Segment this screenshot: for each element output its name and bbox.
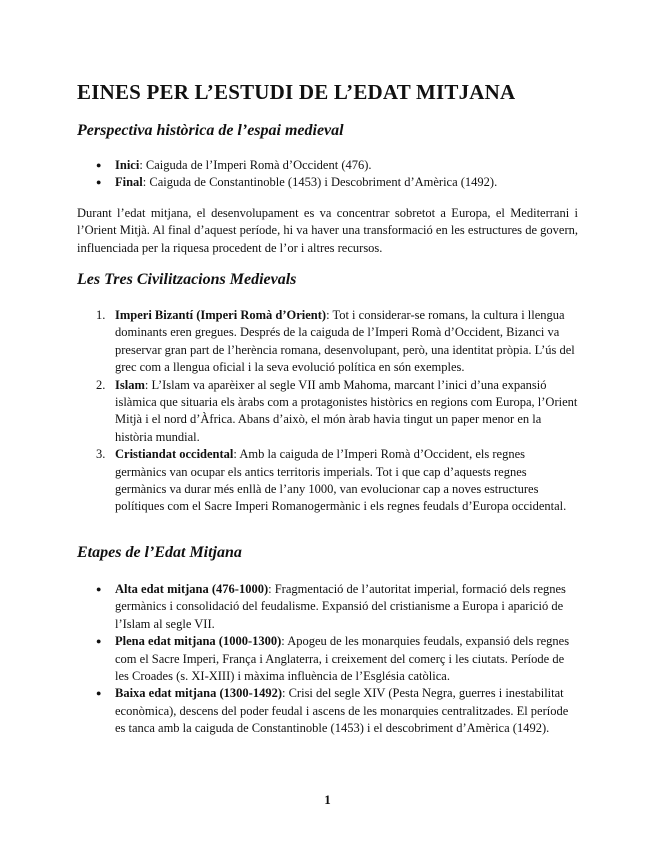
list-item (77, 633, 578, 685)
item-text: : Crisi del segle XIV (Pesta Negra, guerres i inestabilitat econòmica), descens del poder feudal i ascens de les monarquies centralitzades. El període es tanca amb la caiguda de Constantinoble (1453) i el descobriment d’Amèrica (1492). (115, 686, 569, 736)
item-text: : Amb la caiguda de l’Imperi Romà d’Occident, els regnes germànics van ocupar els antics territoris imperials. Tot i que cap d’aquests regnes germànics va durar més enllà de l’any 1000, van evolucionar cap a noves estructures polítiques com el Sacre Imperi Romanogermànic i els regnes feudals d’Europa occidental. (115, 447, 567, 514)
item-text: : Caiguda de l’Imperi Romà d’Occident (476). (139, 158, 372, 172)
page-number: 1 (324, 792, 331, 807)
civilizations-numbered-list (77, 307, 578, 516)
item-number: 1. (96, 308, 106, 322)
item-term: Imperi Bizantí (Imperi Romà d’Orient) (115, 308, 327, 322)
item-text: : Tot i considerar-se romans, la cultura i llengua dominants eren gregues. Després de la caiguda de l’Imperi Romà d’Occident, Bizanci va preservar gran part de l’herència romana, desenvolupant, però, una identitat pròpia. L’ús del grec com a llengua oficial i la seva evolució política en són exemples. (115, 308, 575, 375)
item-number: 3. (96, 447, 106, 462)
item-term: Final (115, 175, 143, 190)
list-item (77, 446, 578, 516)
section-heading-civilizations: Les Tres Civilitzacions Medievals (77, 271, 297, 288)
list-item (77, 581, 578, 633)
list-item (77, 157, 578, 174)
page-title: EINES PER L’ESTUDI DE L’EDAT MITJANA (77, 80, 516, 104)
list-item (77, 307, 578, 377)
item-text: : Fragmentació de l’autoritat imperial, formació dels regnes germànics i consolidació del feudalisme. Expansió del cristianisme a Europa i aparició de l’Islam al segle VII. (115, 582, 566, 631)
item-term: Cristiandat occidental (115, 447, 234, 462)
item-text: : Caiguda de Constantinoble (1453) i Descobriment d’Amèrica (1492). (142, 175, 498, 190)
item-term: Baixa edat mitjana (1300-1492) (115, 686, 282, 701)
item-number: 2. (96, 377, 106, 392)
section-heading-perspective: Perspectiva històrica de l’espai medieval (77, 122, 344, 139)
list-item (77, 174, 578, 191)
item-term: Alta edat mitjana (476-1000) (115, 582, 269, 596)
document-page (77, 0, 578, 848)
item-term: Islam (115, 377, 145, 392)
intro-paragraph: Durant l’edat mitjana, el desenvolupament es va concentrar sobretot a Europa, el Mediterrani i l’Orient Mitjà. Al final d’aquest període, hi va haver una transformació en les estructures de govern, influenciada per la riquesa procedent de l’or i altres recursos. (77, 206, 578, 255)
item-term: Plena edat mitjana (1000-1300) (115, 634, 282, 649)
period-bullet-list (77, 157, 578, 192)
item-text: : Apogeu de les monarquies feudals, expansió dels regnes com el Sacre Imperi, França i Anglaterra, i creixement del comerç i les ciutats. Període de les Croades (s. XI-XIII) i màxima influència de l’Església catòlica. (115, 634, 570, 684)
item-term: Inici (115, 158, 140, 172)
list-item (77, 685, 578, 737)
item-text: : L’Islam va aparèixer al segle VII amb Mahoma, marcant l’inici d’una expansió islàmica que situaria els àrabs com a protagonistes històrics en regions com Europa, l’Orient Mitjà i el nord d’Àfrica. Abans d’això, el món àrab havia tingut un paper menor en la història mundial. (115, 377, 578, 444)
list-item (77, 377, 578, 447)
section-heading-stages: Etapes de l’Edat Mitjana (77, 544, 242, 561)
stages-bullet-list (77, 581, 578, 738)
